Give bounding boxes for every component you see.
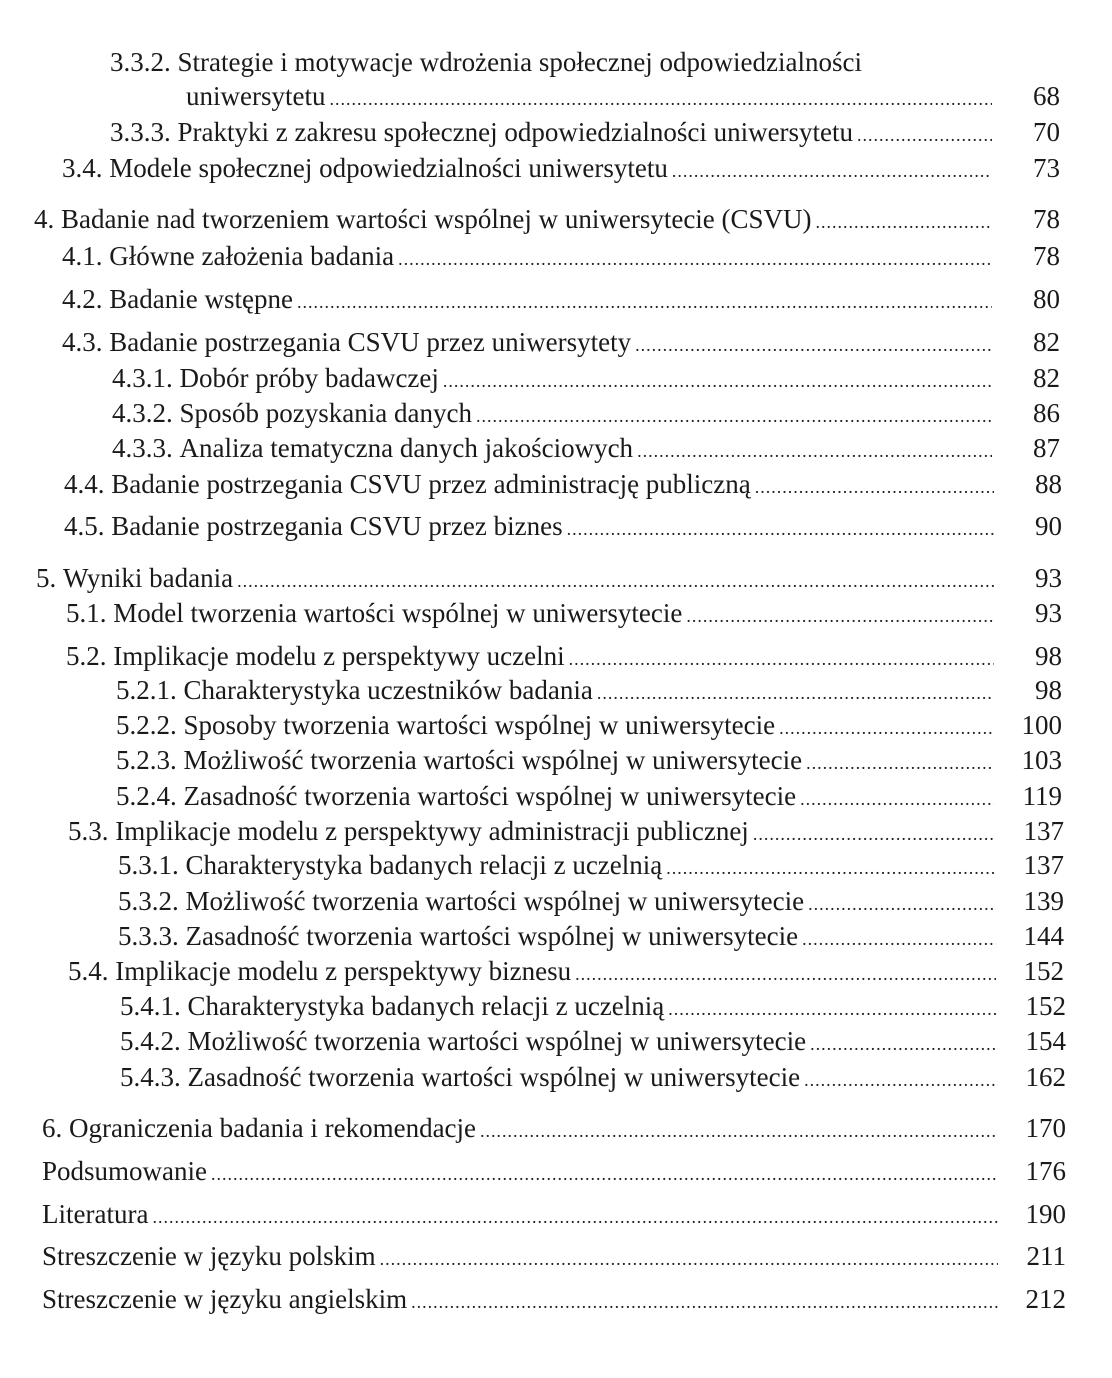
toc-entry-number: 3.3.2. <box>110 47 171 77</box>
toc-entry-page: 100 <box>1021 710 1062 740</box>
toc-dot-leader <box>802 923 996 955</box>
toc-entry <box>116 674 1062 709</box>
toc-entry-title: Zasadność tworzenia wartości wspólnej w uniwersytecie <box>185 921 799 951</box>
toc-entry <box>42 1155 1066 1190</box>
toc-dot-leader <box>816 206 992 238</box>
toc-entry-page: 93 <box>1035 598 1062 628</box>
toc-entry-title: Dobór próby badawczej <box>179 363 439 393</box>
toc-entry <box>116 744 1062 779</box>
toc-entry-page: 98 <box>1035 675 1062 705</box>
toc-entry-title: Implikacje modelu z perspektywy uczelni <box>113 641 565 671</box>
toc-entry-page: 170 <box>1025 1113 1066 1143</box>
toc-dot-leader <box>411 1286 998 1318</box>
toc-entry-page: 162 <box>1025 1062 1066 1092</box>
toc-entry <box>64 510 1062 545</box>
toc-entry-page: 139 <box>1023 886 1064 916</box>
toc-entry-title: Badanie wstępne <box>109 284 293 314</box>
toc-entry <box>42 1240 1066 1275</box>
toc-entry <box>112 397 1060 432</box>
toc-dot-leader <box>753 818 996 850</box>
toc-entry-page: 82 <box>1033 363 1060 393</box>
toc-entry-page: 70 <box>1033 117 1060 147</box>
toc-entry-number: 3.4. <box>62 153 103 183</box>
toc-entry-number: 4.1. <box>62 241 103 271</box>
toc-dot-leader <box>152 1201 998 1233</box>
toc-entry <box>36 562 1062 597</box>
toc-entry-number: 5.2.3. <box>116 745 177 775</box>
toc-entry-number: 5.3.2. <box>118 886 179 916</box>
toc-entry-number: 4.2. <box>62 284 103 314</box>
toc-entry-title: Sposoby tworzenia wartości wspólnej w uniwersytecie <box>183 710 776 740</box>
toc-entry <box>112 362 1060 397</box>
toc-entry-page: 87 <box>1033 433 1060 463</box>
toc-dot-leader <box>476 400 992 432</box>
toc-entry-number: 4.3. <box>62 327 103 357</box>
toc-entry-page: 93 <box>1035 563 1062 593</box>
toc-entry-page: 78 <box>1033 204 1060 234</box>
toc-entry-title: Ograniczenia badania i rekomendacje <box>69 1113 477 1143</box>
toc-entry-number: 4.5. <box>64 511 105 541</box>
toc-entry-title: Sposób pozyskania danych <box>179 398 472 428</box>
toc-entry-title: Modele społecznej odpowiedzialności uniwersytetu <box>109 153 668 183</box>
toc-entry-page: 137 <box>1023 816 1064 846</box>
toc-dot-leader <box>666 852 996 884</box>
toc-dot-leader <box>398 243 992 275</box>
toc-entry-title: Streszczenie w języku polskim <box>42 1241 376 1271</box>
toc-dot-leader <box>443 365 992 397</box>
toc-dot-leader <box>804 1064 998 1096</box>
toc-entry-page: 90 <box>1035 511 1062 541</box>
toc-dot-leader <box>297 286 992 318</box>
toc-entry-title: Implikacje modelu z perspektywy administracji publicznej <box>115 816 749 846</box>
toc-entry-page: 103 <box>1021 745 1062 775</box>
toc-dot-leader <box>637 435 992 467</box>
toc-dot-leader <box>597 677 994 709</box>
toc-entry-title: Badanie postrzegania CSVU przez administrację publiczną <box>111 469 751 499</box>
toc-entry <box>64 468 1062 503</box>
toc-entry <box>42 1283 1066 1318</box>
toc-entry-page: 211 <box>1026 1241 1066 1271</box>
toc-entry <box>120 990 1066 1025</box>
toc-entry-number: 5. <box>36 563 57 593</box>
toc-dot-leader <box>635 329 992 361</box>
toc-entry-page: 119 <box>1022 781 1062 811</box>
toc-entry-page: 82 <box>1033 327 1060 357</box>
toc-entry-page: 154 <box>1025 1026 1066 1056</box>
toc-entry-number: 6. <box>42 1113 63 1143</box>
toc-entry-title-continuation: uniwersytetu <box>186 81 326 111</box>
toc-entry <box>62 240 1060 275</box>
toc-entry <box>62 152 1060 187</box>
toc-entry-title: Wyniki badania <box>63 563 234 593</box>
toc-entry-number: 5.4.2. <box>120 1026 181 1056</box>
toc-dot-leader <box>779 712 994 744</box>
toc-entry <box>120 1025 1066 1060</box>
toc-dot-leader <box>668 993 998 1025</box>
toc-entry-number: 4.4. <box>64 469 105 499</box>
toc-entry <box>118 849 1064 884</box>
toc-entry <box>112 432 1060 467</box>
toc-entry-number: 5.3.3. <box>118 921 179 951</box>
toc-entry-title: Praktyki z zakresu społecznej odpowiedzialności uniwersytetu <box>177 117 854 147</box>
toc-entry-page: 88 <box>1035 469 1062 499</box>
toc-dot-leader <box>380 1243 998 1275</box>
toc-entry-title: Możliwość tworzenia wartości wspólnej w uniwersytecie <box>187 1026 807 1056</box>
toc-entry <box>118 920 1064 955</box>
toc-entry-page: 152 <box>1025 991 1066 1021</box>
toc-entry-title: Zasadność tworzenia wartości wspólnej w uniwersytecie <box>187 1062 801 1092</box>
toc-entry-number: 5.4.3. <box>120 1062 181 1092</box>
toc-entry-page: 80 <box>1033 284 1060 314</box>
toc-entry-title: Model tworzenia wartości wspólnej w uniwersytecie <box>113 598 683 628</box>
toc-dot-leader <box>237 565 994 597</box>
toc-entry-page: 190 <box>1025 1199 1066 1229</box>
toc-entry-page: 73 <box>1033 153 1060 183</box>
toc-dot-leader <box>672 155 992 187</box>
toc-entry-title: Streszczenie w języku angielskim <box>42 1284 408 1314</box>
toc-dot-leader <box>857 119 992 151</box>
toc-entry-number: 5.4.1. <box>120 991 181 1021</box>
toc-entry-title: Strategie i motywacje wdrożenia społecznej odpowiedzialności <box>177 47 863 77</box>
toc-entry <box>66 640 1062 675</box>
toc-entry <box>66 597 1062 632</box>
toc-entry-title: Możliwość tworzenia wartości wspólnej w uniwersytecie <box>185 886 805 916</box>
toc-entry-number: 4. <box>34 204 55 234</box>
toc-entry-number: 5.2. <box>66 641 107 671</box>
toc-entry-number: 3.3.3. <box>110 117 171 147</box>
toc-entry-number: 5.2.4. <box>116 781 177 811</box>
toc-entry <box>68 955 1064 990</box>
toc-entry-title: Badanie postrzegania CSVU przez biznes <box>111 511 563 541</box>
toc-entry-title: Charakterystyka badanych relacji z uczelnią <box>185 850 663 880</box>
toc-dot-leader <box>806 747 994 779</box>
toc-entry <box>62 326 1060 361</box>
toc-entry-title: Główne założenia badania <box>109 241 395 271</box>
toc-entry-page: 176 <box>1025 1156 1066 1186</box>
toc-entry-page: 68 <box>1033 81 1060 111</box>
toc-entry-number: 5.1. <box>66 598 107 628</box>
toc-dot-leader <box>567 513 994 545</box>
toc-entry <box>110 46 970 78</box>
toc-entry-page: 212 <box>1025 1284 1066 1314</box>
toc-entry-number: 5.2.1. <box>116 675 177 705</box>
toc-entry-title: Implikacje modelu z perspektywy biznesu <box>115 956 572 986</box>
toc-entry-page: 86 <box>1033 398 1060 428</box>
toc-dot-leader <box>575 958 996 990</box>
toc-entry-number: 5.3.1. <box>118 850 179 880</box>
toc-entry-number: 5.2.2. <box>116 710 177 740</box>
toc-entry-title: Podsumowanie <box>42 1156 207 1186</box>
toc-entry-title: Badanie postrzegania CSVU przez uniwersytety <box>109 327 632 357</box>
toc-dot-leader <box>810 1028 998 1060</box>
toc-entry-continuation <box>186 80 1060 115</box>
toc-entry <box>110 116 1060 151</box>
toc-entry <box>68 815 1064 850</box>
toc-entry-number: 4.3.1. <box>112 363 173 393</box>
toc-entry-title: Możliwość tworzenia wartości wspólnej w uniwersytecie <box>183 745 803 775</box>
toc-entry-page: 78 <box>1033 241 1060 271</box>
toc-entry <box>118 885 1064 920</box>
toc-dot-leader <box>800 783 994 815</box>
toc-entry <box>62 283 1060 318</box>
toc-entry-number: 4.3.2. <box>112 398 173 428</box>
toc-entry-page: 152 <box>1023 956 1064 986</box>
toc-entry-number: 4.3.3. <box>112 433 173 463</box>
toc-dot-leader <box>569 643 994 675</box>
toc-entry-page: 98 <box>1035 641 1062 671</box>
toc-entry <box>42 1112 1066 1147</box>
toc-entry-title: Literatura <box>42 1199 149 1229</box>
toc-entry-page: 144 <box>1023 921 1064 951</box>
toc-entry <box>42 1198 1066 1233</box>
toc-entry-number: 5.4. <box>68 956 109 986</box>
toc-entry-title: Charakterystyka badanych relacji z uczelnią <box>187 991 665 1021</box>
toc-entry-number: 5.3. <box>68 816 109 846</box>
toc-dot-leader <box>480 1115 998 1147</box>
toc-entry <box>34 203 1060 238</box>
toc-dot-leader <box>329 83 992 115</box>
toc-entry-title: Analiza tematyczna danych jakościowych <box>179 433 634 463</box>
toc-entry <box>116 780 1062 815</box>
toc-dot-leader <box>755 471 994 503</box>
toc-entry-title: Charakterystyka uczestników badania <box>183 675 593 705</box>
toc-entry-title: Zasadność tworzenia wartości wspólnej w uniwersytecie <box>183 781 797 811</box>
toc-entry-page: 137 <box>1023 850 1064 880</box>
toc-dot-leader <box>686 600 994 632</box>
toc-entry-title: Badanie nad tworzeniem wartości wspólnej w uniwersytecie (CSVU) <box>61 204 812 234</box>
toc-dot-leader <box>211 1158 998 1190</box>
toc-entry <box>120 1061 1066 1096</box>
toc-dot-leader <box>808 888 996 920</box>
toc-entry <box>116 709 1062 744</box>
